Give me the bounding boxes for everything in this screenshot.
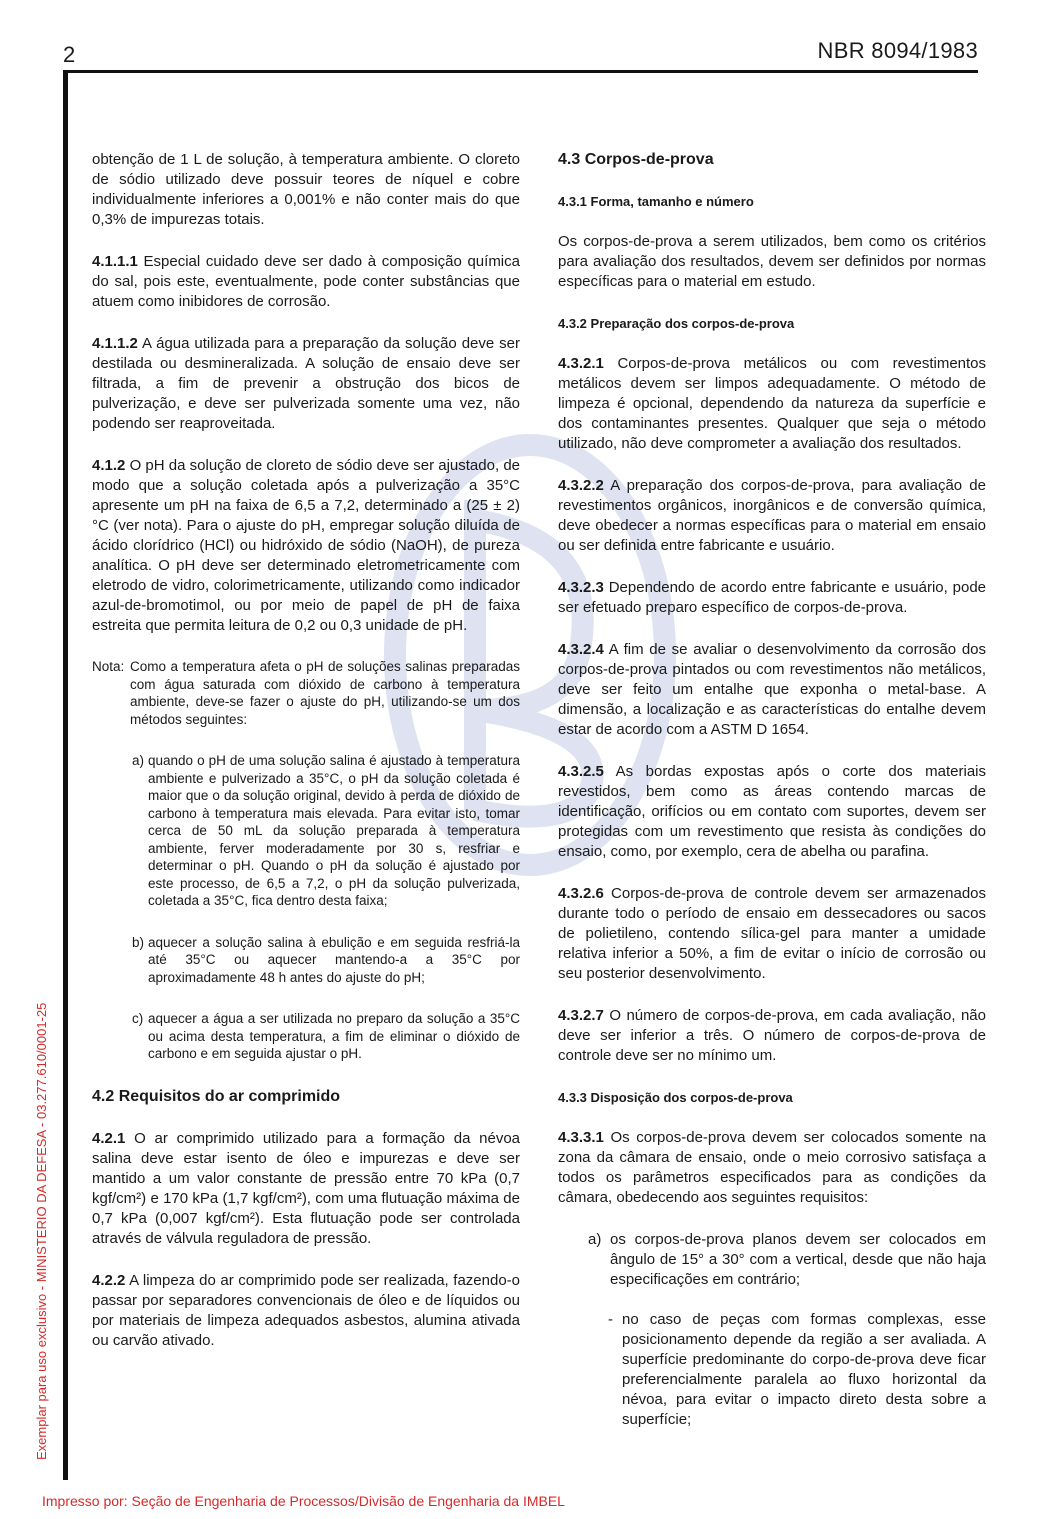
requirement-item-a xyxy=(588,1230,986,1290)
section-number: 4.3.2.4 xyxy=(558,641,604,658)
section-number: 4.3.2.2 xyxy=(558,477,604,494)
section-text: Especial cuidado deve ser dado à composição química do sal, pois este, eventualmente, pode conter substâncias que atuem como inibidores de corrosão. xyxy=(92,253,520,310)
list-text: quando o pH de uma solução salina é ajustado à temperatura ambiente e pulverizado a 35°C, o pH da solução coletada é maior que o da solução original, devido à perda de dióxido de carbono à temperatura mais elevada. Para evitar isto, tomar cerca de 50 mL da solução preparada à temperatura ambiente, ferver moderadamente por 30 s, resfriar e determinar o pH. Quando o pH da solução é ajustado por este processo, de 6,5 a 7,2, o pH da solução pulverizada, coletada a 35°C, fica dentro desta faixa; xyxy=(148,753,520,908)
section-number: 4.3.2.3 xyxy=(558,579,604,596)
heading-4-3-3: 4.3.3 Disposição dos corpos-de-prova xyxy=(558,1090,793,1105)
section-number: 4.2.2 xyxy=(92,1271,126,1289)
note-item-c xyxy=(132,1010,520,1063)
heading-4-3: 4.3 Corpos-de-prova xyxy=(558,151,714,168)
section-text: Corpos-de-prova metálicos ou com revestimentos metálicos devem ser limpos adequadamente. O método de limpeza é opcional, dependendo da natureza da superfície e dos contaminantes presentes. Qualquer que seja o método utilizado, não deve comprometer a avaliação dos resultados. xyxy=(558,355,987,452)
section-number: 4.3.3.1 xyxy=(558,1129,604,1146)
note-label: Nota: xyxy=(92,659,125,674)
standard-code: NBR 8094/1983 xyxy=(817,38,978,63)
right-column xyxy=(558,150,986,1450)
section-text: Os corpos-de-prova devem ser colocados somente na zona da câmara de ensaio, onde o meio corrosivo satisfaça a todos os parâmetros especificados para as condições da câmara, obedecendo aos seguintes requisitos: xyxy=(558,1129,986,1206)
section-number: 4.1.1.1 xyxy=(92,253,138,270)
section-text: A fim de se avaliar o desenvolvimento da corrosão dos corpos-de-prova pintados ou com revestimentos não metálicos, deve ser feito um entalhe que exponha o metal-base. A dimensão, a localização e as características do entalhe devem estar de acordo com a ASTM D 1654. xyxy=(558,641,987,738)
left-column xyxy=(92,150,520,1373)
section-4-3-2-6 xyxy=(558,884,986,984)
list-text: os corpos-de-prova planos devem ser colocados em ângulo de 15° a 30° com a vertical, desde que não haja especificações em contrário; xyxy=(610,1231,986,1288)
section-4-1-1-1 xyxy=(92,252,520,312)
list-label: c) xyxy=(132,1011,144,1026)
section-number: 4.2.1 xyxy=(92,1129,126,1147)
list-label: b) xyxy=(132,934,145,950)
section-4-3-2-7 xyxy=(558,1006,986,1066)
section-text: A preparação dos corpos-de-prova, para avaliação de revestimentos orgânicos, inorgânicos e de conversão química, deve obedecer a normas específicas para o material em ensaio ou ser definida entre fabricante e usuário. xyxy=(558,477,986,554)
section-4-3-2-5 xyxy=(558,762,986,862)
sidebar-license-stamp: Exemplar para uso exclusivo - MINISTERIO DA DEFESA - 03.277.610/0001-25 xyxy=(34,1002,49,1460)
list-label: a) xyxy=(132,753,145,768)
list-label: a) xyxy=(588,1231,602,1248)
section-text: A limpeza do ar comprimido pode ser realizada, fazendo-o passar por separadores convencionais de óleo e de líquidos ou por materiais de limpeza adequados asbestos, alumina ativada ou carvão ativado. xyxy=(92,1271,520,1349)
section-4-3-2-1 xyxy=(558,354,986,454)
section-4-1-2 xyxy=(92,456,520,636)
heading-4-3-2: 4.3.2 Preparação dos corpos-de-prova xyxy=(558,316,795,331)
section-text: Dependendo de acordo entre fabricante e usuário, pode ser efetuado preparo específico de corpos-de-prova. xyxy=(558,579,987,616)
heading-4-3-1: 4.3.1 Forma, tamanho e número xyxy=(558,194,754,209)
section-4-3-3-1 xyxy=(558,1128,986,1208)
margin-rule xyxy=(63,70,68,1480)
section-number: 4.1.1.2 xyxy=(92,335,138,352)
requirement-item-dash xyxy=(608,1310,986,1430)
section-4-1-1-2 xyxy=(92,334,520,434)
section-4-3-2-3 xyxy=(558,578,986,618)
section-number: 4.1.2 xyxy=(92,457,126,474)
section-4-3-2-2 xyxy=(558,476,986,556)
note-item-b xyxy=(132,934,520,987)
section-text: O número de corpos-de-prova, em cada avaliação, não deve ser inferior a três. O número de corpos-de-prova de controle deve ser no mínimo um. xyxy=(558,1007,986,1064)
section-text: As bordas expostas após o corte dos materiais revestidos, bem como as áreas contendo marcas de identificação, orifícios ou em contato com suportes, devem ser protegidas com um revestimento que resista às condições do ensaio, como, por exemplo, cera de abelha ou parafina. xyxy=(558,763,986,860)
heading-4-2: 4.2 Requisitos do ar comprimido xyxy=(92,1087,341,1105)
list-text: no caso de peças com formas complexas, esse posicionamento depende da região a ser avaliada. A superfície predominante do corpo-de-prova deve ficar preferencialmente paralela ao fluxo horizontal da névoa, para evitar o impacto direto desta sobre a superfície; xyxy=(622,1311,986,1428)
list-text: aquecer a solução salina à ebulição e em seguida resfriá-la até 35°C ou aquecer mantendo-a a 35°C por aproximadamente 48 h antes do ajuste do pH; xyxy=(148,934,520,985)
section-text: O pH da solução de cloreto de sódio deve ser ajustado, de modo que a solução coletada após a pulverização a 35°C apresente um pH na faixa de 6,5 a 7,2, determinado a (25 ± 2)°C (ver nota). Para o ajuste do pH, empregar solução diluída de ácido clorídrico (HCl) ou hidróxido de sódio (NaOH), de pureza analítica. O pH deve ser determinado eletrometricamente com eletrodo de vidro, colorimetricamente, utilizando como indicador azul-de-bromotimol, ou por meio de papel de pH de faixa estreita que permita leitura de 0,2 ou 0,3 unidade de pH. xyxy=(92,457,520,634)
section-text: Corpos-de-prova de controle devem ser armazenados durante todo o período de ensaio em dessecadores ou sacos de polietileno, contendo sílica-gel para manter a umidade relativa inferior a 50%, a fim de evitar o início de corrosão ou seu posterior desenvolvimento. xyxy=(558,885,987,982)
section-number: 4.3.2.5 xyxy=(558,763,604,780)
section-text: A água utilizada para a preparação da solução deve ser destilada ou desmineralizada. A solução de ensaio deve ser filtrada, a fim de prevenir a obstrução dos bicos de pulverização, e deve ser pulverizada somente uma vez, não podendo ser reaproveitada. xyxy=(92,335,520,432)
section-number: 4.3.2.1 xyxy=(558,355,604,372)
section-number: 4.3.2.6 xyxy=(558,885,604,902)
note-text: Como a temperatura afeta o pH de soluções salinas preparadas com água saturada com dióxido de carbono à temperatura ambiente, deve-se fazer o ajuste do pH, utilizando-se um dos métodos seguintes: xyxy=(130,659,520,727)
section-4-2-2 xyxy=(92,1271,520,1351)
section-text: O ar comprimido utilizado para a formação da névoa salina deve estar isento de óleo e impurezas e deve ser mantido a um valor constante de pressão entre 70 kPa (0,7 kgf/cm²) e 170 kPa (1,7 kgf/cm²), com uma flutuação máxima de 0,7 kPa (0,007 kgf/cm²). Esta flutuação pode ser controlada através de válvula reguladora de pressão. xyxy=(92,1129,521,1247)
paragraph-4-3-1: Os corpos-de-prova a serem utilizados, bem como os critérios para avaliação dos resultados, devem ser definidos por normas específicas para o material em estudo. xyxy=(558,233,986,290)
list-text: aquecer a água a ser utilizada no preparo da solução a 35°C ou acima desta temperatura, a fim de eliminar o dióxido de carbono e em seguida ajustar o pH. xyxy=(148,1011,520,1061)
note-block xyxy=(92,658,520,728)
section-number: 4.3.2.7 xyxy=(558,1007,604,1024)
section-4-3-2-4 xyxy=(558,640,986,740)
intro-paragraph: obtenção de 1 L de solução, à temperatura ambiente. O cloreto de sódio utilizado deve possuir teores de níquel e cobre individualmente inferiores a 0,001% e não conter mais do que 0,3% de impurezas totais. xyxy=(92,151,520,228)
footer-print-stamp: Impresso por: Seção de Engenharia de Processos/Divisão de Engenharia da IMBEL xyxy=(42,1493,565,1509)
header-rule xyxy=(63,70,978,73)
page-number: 2 xyxy=(63,42,76,67)
note-item-a xyxy=(132,752,520,910)
section-4-2-1 xyxy=(92,1129,520,1249)
list-label: - xyxy=(608,1311,613,1328)
